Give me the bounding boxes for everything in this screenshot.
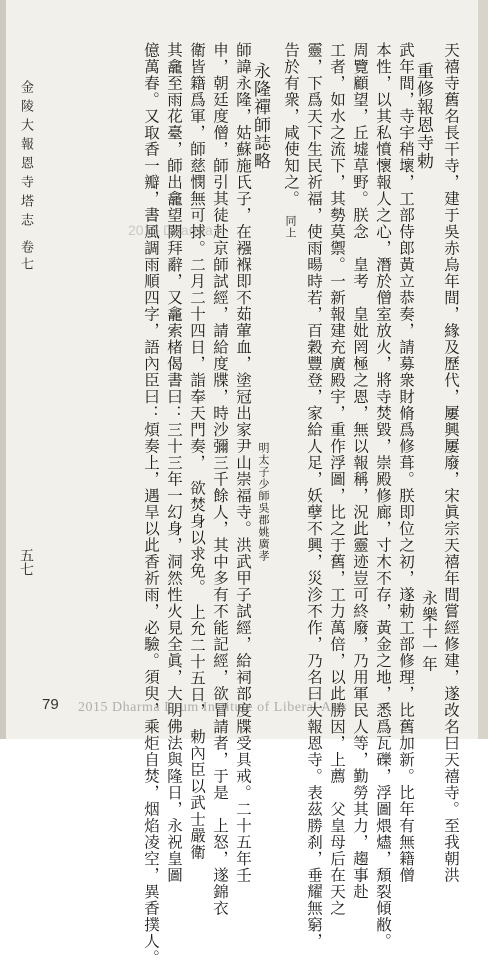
section1-line-4: 周覽顧望，丘墟草野。朕念 皇考 皇妣罔極之恩，無以報稱，況此靈迹豈可終廢，乃用軍民人等，勤勞其力，趨事赴 [351,42,369,900]
page-outer-edge [478,0,488,739]
page-binding-edge [0,0,6,739]
section1-line-3: 本性，以其私憤懷報人之心，潛於僧室放火，將寺焚毀，崇殿修廊，寸木不存，黃金之地，悉爲瓦礫，浮圖煨燼，頹裂傾敝。 [374,42,392,950]
section1-line-6: 靈，下爲天下生民祈福，使雨暘時若，百穀豐登，家給人足，妖孽不興，災沴不作，乃名曰大報恩寺。表茲勝刹，垂耀無窮， [305,42,323,950]
section1-date: 永樂十一年 [420,590,438,673]
volume-label: 卷七 [18,240,33,274]
section2-line-1: 師諱永隆，姑蘇施氏子，在襁褓即不茹葷血，塗冠出家尹山崇福寺。洪武甲子試經，給祠部度牒受具戒。二十五年壬 [234,42,252,884]
section1-line-2: 武年間，寺宇稍壞，工部侍郎黃立恭奏，請募衆財脩爲修葺。朕即位之初，遂勅工部修理，比舊加新。比年有無籍僧 [397,42,415,884]
section2-line-5: 億萬春。又取香一瓣，書風調雨順四字，語內臣曰：煩奏上，遇旱以此香祈雨，必驗。須臾，乘炬自焚，烟焰凌空，異香撲人。 [142,42,160,966]
section2-title: 永隆禪師誌略 [250,62,270,170]
section1-line-5: 工者，如水之流下，其勢莫禦。一新報建充廣殿宇，重作浮圖，比之于舊，工力萬倍，以此勝因，上薦 父皇母后在天之 [328,42,346,917]
section2-line-4: 其龕至雨花臺，師出龕望闕拜辭，又龕索楮偈書曰：三十三年一幻身，洞然性火見全眞，大明佛法與隆日，永祝皇圖 [165,42,183,884]
section2-line-2: 申，朝廷度僧，師引其徒赴京師試經，請給度牒，時沙彌三千餘人，其中多有不能記經，欲冒請者，于是 上怒，遂錦衣 [211,42,229,917]
section1-line-7: 告於有衆，咸使知之。 [282,42,300,207]
page-number: 五七 [18,548,34,576]
section1-closing-note: 同上 [284,215,297,239]
section2-author: 明太子少師吳郡姚廣孝 [257,442,270,562]
scan-page-number: 79 [42,696,59,713]
center-watermark: 2015 Dharma [128,222,213,238]
section1-title: 重修報恩寺勅 [413,62,433,170]
footer-watermark: 2015 Dharma Drum Institute of Liberal Arts [78,700,348,715]
section1-line-1: 天禧寺舊名長干寺，建于吳赤烏年間，緣及歷代，屢興屢廢，宋眞宗天禧年間嘗經修建，遂改名曰天禧寺。至我朝洪 [442,42,460,884]
running-head: 金陵大報恩寺塔志 [18,80,33,232]
section2-line-3: 衛皆籍爲軍，師慈憫無可捄。二月二十四日，詣奉天門奏， 欲焚身以求免。 上允二十五日， 勅內臣以武士嚴衛 [188,42,206,861]
